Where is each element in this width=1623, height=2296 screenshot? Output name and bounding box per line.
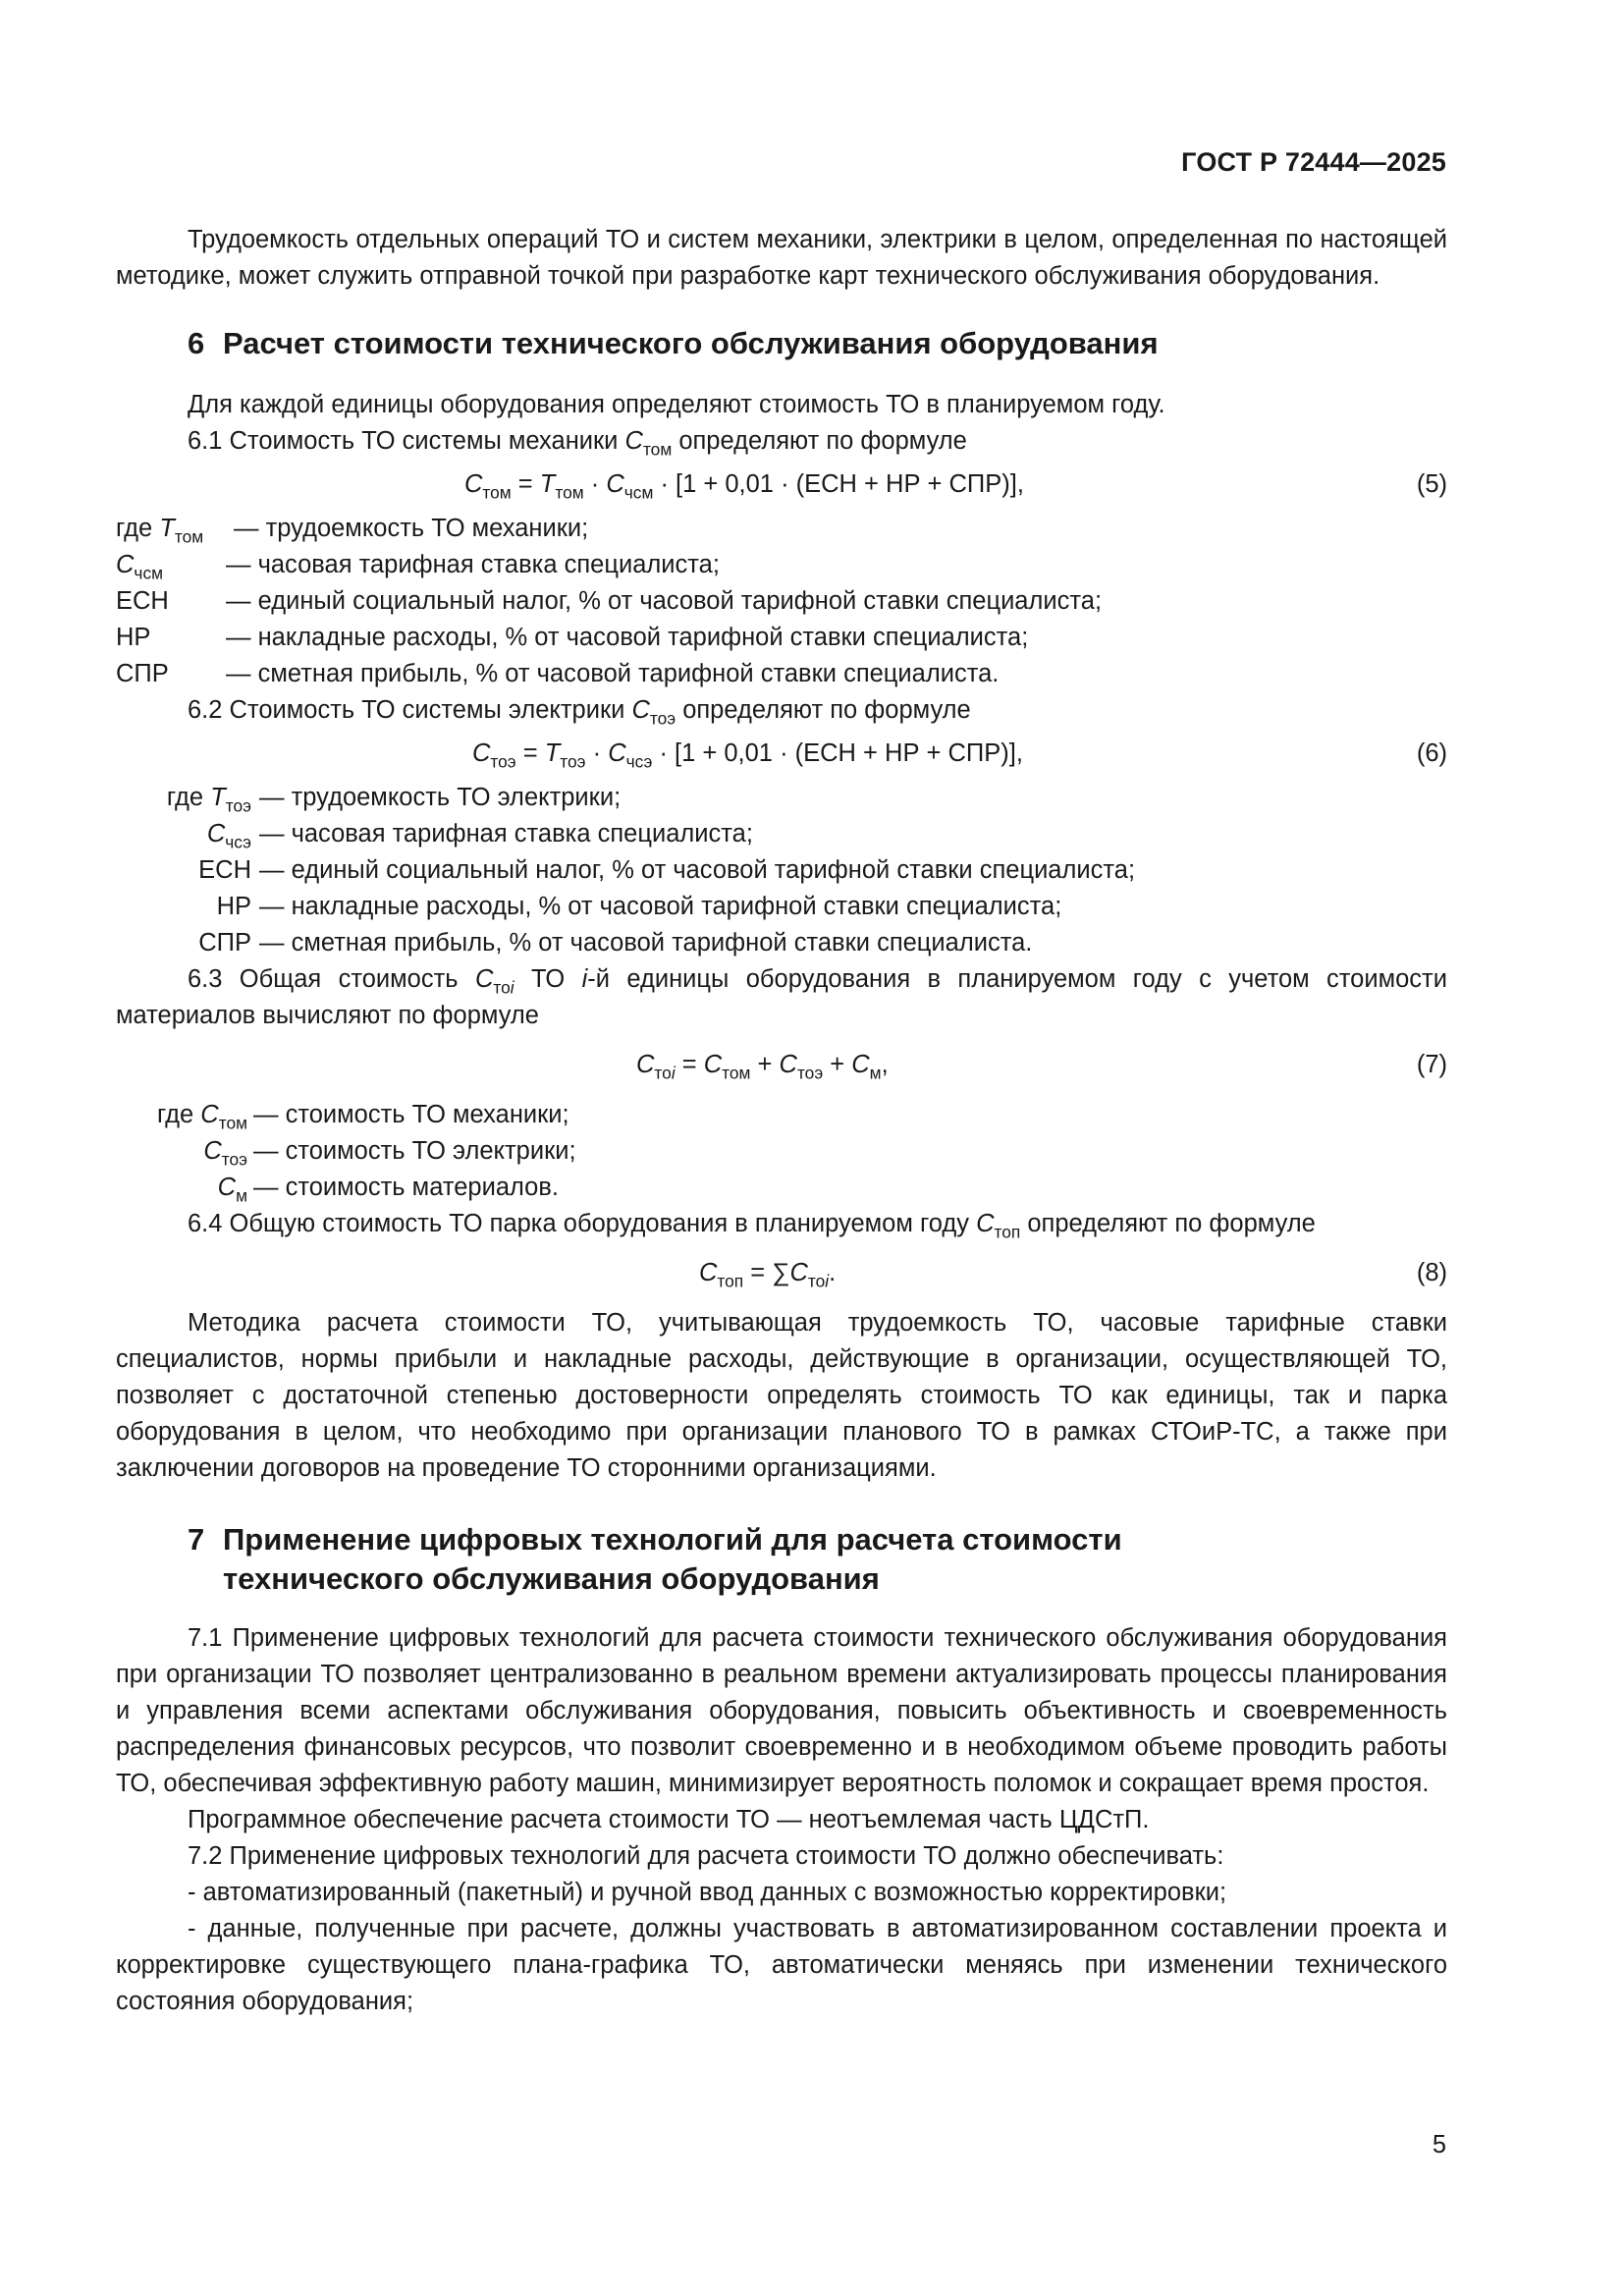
symbol: C [206,820,226,847]
subscript: топ [994,1222,1021,1242]
definition-text: — накладные расходы, % от часовой тарифной ставки специалиста; [259,893,1062,920]
text-run: 6.4 Общую стоимость ТО парка оборудования в планируемом году [188,1210,977,1237]
subscript-index: i [671,1063,676,1083]
subscript-text: то [654,1063,672,1083]
text-run: ТО [514,965,582,993]
page-number: 5 [1432,2131,1446,2159]
symbol: C [606,470,624,498]
formula-tail: · [1 + 0,01 · (ЕСН + НР + СПР)], [652,739,1023,767]
formula-number: (6) [1416,739,1447,767]
list-item: - данные, полученные при расчете, должны участвовать в автоматизированном составлении проекта и корректировке существующего плана-графика ТО, автоматически меняясь при изменении технического состояния оборудования; [116,1915,1447,2015]
definition-symbol [116,1097,253,1133]
paragraph-6-1 [116,423,1447,460]
subscript: чсм [623,482,654,503]
section-title: Расчет стоимости технического обслуживания оборудования [223,326,1159,360]
definition-row [116,1170,1447,1206]
subscript-index: i [510,977,514,998]
symbol: C [203,1137,222,1165]
where-label: где [156,1101,201,1128]
formula-number: (5) [1416,470,1447,498]
definition-text: — часовая тарифная ставка специалиста; [226,551,720,578]
operator: = [511,470,540,498]
operator: + [750,1051,780,1078]
definition-row [116,620,1447,656]
definition-symbol [116,1133,253,1170]
definition-text: — стоимость материалов. [253,1174,559,1201]
definition-symbol: СПР [198,929,251,957]
text-run: определяют по формуле [676,696,971,724]
subscript-text: то [493,977,511,998]
operator: = [515,739,545,767]
operator: + [823,1051,852,1078]
text-run: 6.1 Стоимость ТО системы механики [188,427,625,455]
subscript: м [869,1063,882,1083]
symbol: C [624,427,643,455]
subscript: том [218,1113,247,1133]
subscript: том [174,526,204,547]
symbol: C [116,551,135,578]
operator: · [583,470,607,498]
definition-symbol: ЕСН [198,856,251,884]
definition-text: — единый социальный налог, % от часовой тарифной ставки специалиста; [259,856,1136,884]
subscript [808,1272,829,1291]
subscript: тоэ [221,1149,247,1170]
subscript: тоэ [490,751,516,772]
where-label: где [166,784,211,811]
definition-text: — единый социальный налог, % от часовой тарифной ставки специалиста; [226,587,1103,615]
formula-expression [636,1046,889,1083]
where-label: где [116,515,160,542]
symbol: C [851,1051,870,1078]
definition-text: — стоимость ТО электрики; [253,1137,576,1165]
subscript: тоэ [649,708,676,729]
definition-row [116,583,1447,620]
definition-text: — стоимость ТО механики; [253,1101,569,1128]
punctuation: . [829,1259,837,1286]
formula-expression [699,1254,836,1291]
subscript: чсэ [625,751,653,772]
symbol: T [210,784,226,811]
document-body [116,222,1447,2020]
paragraph-6-2 [116,692,1447,729]
definition-symbol [116,511,226,547]
subscript: чсм [134,563,164,583]
symbol: C [703,1051,723,1078]
operator: = [675,1051,704,1078]
formula-number: (7) [1416,1051,1447,1078]
section-number: 6 [188,326,205,360]
formula-tail: · [1 + 0,01 · (ЕСН + НР + СПР)], [653,470,1024,498]
symbol: C [789,1259,808,1286]
subscript: тоэ [796,1063,824,1083]
operator: = [743,1259,773,1286]
text-run: определяют по формуле [672,427,967,455]
definition-text: — накладные расходы, % от часовой тарифной ставки специалиста; [226,624,1029,651]
subscript [493,978,514,998]
definition-symbol [116,816,259,852]
paragraph-6-4 [116,1206,1447,1242]
formula-7-definitions [116,1097,1447,1206]
symbol: C [779,1051,797,1078]
symbol: C [474,965,494,993]
text-run: 6.3 Общая стоимость [188,965,475,993]
formula-expression [472,735,1023,772]
section-6-heading [116,324,1447,363]
subscript: чсэ [225,832,251,852]
symbol: T [159,515,175,542]
document-header: ГОСТ Р 72444—2025 [1181,147,1446,177]
section-6-intro: Для каждой единицы оборудования определяют стоимость ТО в планируемом году. [188,391,1165,418]
subscript: топ [717,1271,744,1291]
definition-row [116,511,1447,547]
formula-6 [116,735,1447,772]
symbol: C [976,1210,995,1237]
definition-row [116,547,1447,583]
definition-row [116,656,1447,692]
definition-row [116,852,1447,889]
formula-7 [116,1046,1447,1083]
definition-symbol: НР [216,893,251,920]
index-symbol: i [581,965,588,993]
operator: · [585,739,609,767]
definition-symbol: ЕСН [116,587,169,615]
section-title-line-1: Применение цифровых технологий для расчета стоимости [223,1522,1122,1557]
symbol: C [699,1259,718,1286]
symbol: C [608,739,626,767]
definition-row [116,889,1447,925]
text-run: 6.2 Стоимость ТО системы электрики [188,696,632,724]
subscript: тоэ [225,795,251,816]
definition-symbol [116,547,226,583]
symbol: C [472,739,491,767]
definition-row [116,1097,1447,1133]
methodology-paragraph: Методика расчета стоимости ТО, учитывающая трудоемкость ТО, часовые тарифные ставки специалистов, нормы прибыли и накладные расходы, действующие в организации, осуществляющей ТО, позволяет с достаточной степенью достоверности определять стоимость ТО как единицы, так и парка оборудования в целом, что необходимо при организации планового ТО в рамках СТОиР-ТС, а также при заключении договоров на проведение ТО сторонними организациями. [116,1309,1447,1482]
formula-number: (8) [1416,1259,1447,1286]
symbol: C [464,470,483,498]
formula-5 [116,465,1447,503]
definition-row [116,1133,1447,1170]
subscript: том [722,1063,751,1083]
sum-symbol: ∑ [772,1259,790,1286]
punctuation: , [881,1051,889,1078]
subscript: том [482,482,512,503]
definition-text: — сметная прибыль, % от часовой тарифной ставки специалиста. [259,929,1033,957]
formula-5-definitions [116,511,1447,692]
formula-6-definitions [116,780,1447,961]
definition-symbol: СПР [116,660,169,687]
section-title-line-2: технического обслуживания оборудования [223,1561,880,1596]
subscript-text: то [807,1271,826,1291]
text-run: определяют по формуле [1020,1210,1316,1237]
paragraph-7-1: 7.1 Применение цифровых технологий для расчета стоимости технического обслуживания оборудования при организации ТО позволяет централизованно в реальном времени актуализировать процессы планирования и управления всеми аспектами обслуживания оборудования, повысить объективность и своевременность распределения финансовых ресурсов, что позволит своевременно и в необходимом объеме проводить работы ТО, обеспечивая эффективную работу машин, минимизирует вероятность поломок и сокращает время простоя. [116,1624,1447,1797]
section-7-heading [116,1520,1447,1599]
definition-row [116,780,1447,816]
subscript-index: i [825,1271,830,1291]
subscript: м [236,1185,247,1206]
text-run: -й единицы оборудования в планируемом году с учетом стоимости материалов вычисляют по формуле [116,965,1447,1029]
intro-paragraph: Трудоемкость отдельных операций ТО и систем механики, электрики в целом, определенная по настоящей методике, может служить отправной точкой при разработке карт технического обслуживания оборудования. [116,226,1447,290]
definition-text: — трудоемкость ТО механики; [234,515,589,542]
formula-expression [464,465,1024,503]
definition-text: — часовая тарифная ставка специалиста; [259,820,753,847]
paragraph-6-3 [116,961,1447,1034]
definition-row [116,816,1447,852]
symbol: C [631,696,650,724]
list-item: - автоматизированный (пакетный) и ручной ввод данных с возможностью корректировки; [188,1879,1227,1906]
definition-text: — трудоемкость ТО электрики; [259,784,622,811]
formula-8 [116,1254,1447,1291]
subscript: том [642,439,673,460]
symbol: C [200,1101,219,1128]
subscript [654,1064,675,1083]
symbol: T [539,470,556,498]
subscript: том [555,482,584,503]
definition-text: — сметная прибыль, % от часовой тарифной ставки специалиста. [226,660,1000,687]
subscript: тоэ [560,751,586,772]
symbol: C [217,1174,237,1201]
symbol: C [636,1051,655,1078]
paragraph-7-2: 7.2 Применение цифровых технологий для расчета стоимости ТО должно обеспечивать: [188,1842,1224,1870]
symbol: T [544,739,561,767]
definition-symbol [116,780,259,816]
definition-symbol: НР [116,624,151,651]
software-paragraph: Программное обеспечение расчета стоимости ТО — неотъемлемая часть ЦДСтП. [188,1806,1150,1833]
section-number: 7 [188,1522,205,1557]
definition-row [116,925,1447,961]
definition-symbol [116,1170,253,1206]
